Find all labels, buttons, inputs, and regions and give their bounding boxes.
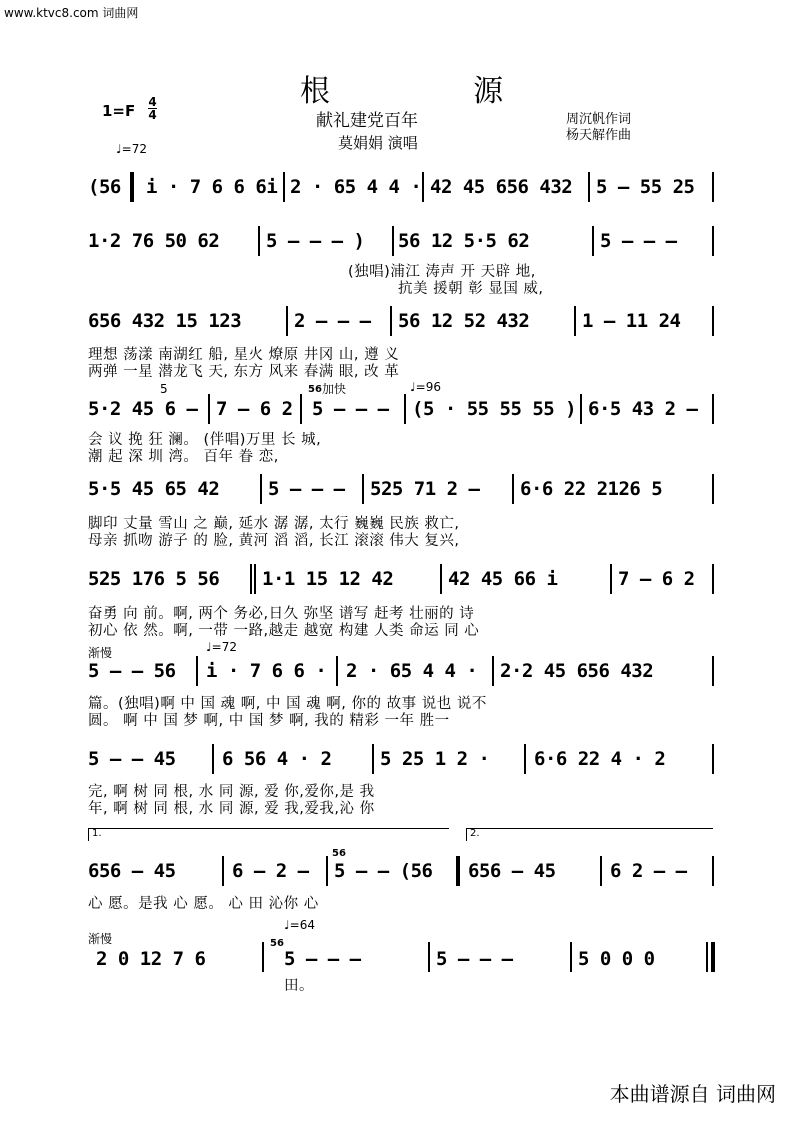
barline	[260, 474, 262, 504]
measure: 2 · 65 4 4 ·	[346, 660, 478, 682]
measure: 1·2 76 50 62	[88, 230, 220, 252]
singer: 莫娟娟 演唱	[338, 134, 418, 152]
measure: 6·6 22 2126 5	[520, 478, 663, 500]
barline	[574, 306, 576, 336]
measure: 2·2 45 656 432	[500, 660, 654, 682]
repeat-barline	[456, 856, 460, 886]
barline	[570, 942, 572, 972]
measure: 656 – 45	[468, 860, 556, 882]
barline	[712, 856, 714, 886]
barline	[283, 172, 285, 202]
lyric-line-1: 心 愿。是我 心 愿。 心 田 沁你 心	[88, 896, 319, 912]
final-barline-thin	[706, 942, 708, 972]
barline	[712, 656, 714, 686]
barline	[254, 564, 256, 594]
measure: 656 432 15 123	[88, 310, 242, 332]
measure: 56 12 52 432	[398, 310, 530, 332]
barline	[196, 656, 198, 686]
measure: 525 71 2 –	[370, 478, 480, 500]
title-char-1: 根	[300, 74, 334, 109]
slide-mark: 56	[332, 848, 346, 859]
measure: 525 176 5 56	[88, 568, 220, 590]
lyric-line-1: 篇。(独唱)啊 中 国 魂 啊, 中 国 魂 啊, 你的 故事 说也 说不	[88, 696, 487, 712]
lyric-line-1: 理想 荡漾 南湖红 船, 星火 燎原 井冈 山, 遵 义	[88, 347, 400, 363]
barline	[712, 226, 714, 256]
measure: 42 45 656 432	[430, 176, 573, 198]
lyric-line-2: 抗美 援朝 彰 显国 威,	[398, 281, 544, 297]
slow-mark: 渐慢	[88, 646, 113, 660]
measure: 5 – – 56	[88, 660, 176, 682]
barline	[712, 306, 714, 336]
barline	[712, 564, 714, 594]
first-ending-bracket	[88, 828, 449, 841]
lyric-line-1: 会 议 挽 狂 澜。 (伴唱)万里 长 城,	[88, 432, 322, 448]
measure: 2 – – –	[294, 310, 371, 332]
barline	[392, 226, 394, 256]
measure: 5·5 45 65 42	[88, 478, 220, 500]
lyric-line-1: 奋勇 向 前。啊, 两个 务必,日久 弥坚 谱写 赶考 壮丽的 诗	[88, 606, 475, 622]
measure: 6 56 4 · 2	[222, 748, 332, 770]
barline	[212, 744, 214, 774]
barline	[250, 564, 252, 594]
measure: i · 7 6 6 ·	[206, 660, 327, 682]
measure: 5 – – 45	[88, 748, 176, 770]
measure: 2 0 12 7 6	[96, 948, 206, 970]
barline	[712, 172, 714, 202]
grace-note: 5	[160, 382, 168, 396]
lyric-line-2: 两弹 一星 潜龙飞 天, 东方 风来 春满 眼, 改 革	[88, 364, 400, 380]
measure: 7 – 6 2	[216, 398, 293, 420]
barline	[712, 474, 714, 504]
measure: (5 · 55 55 55 )	[412, 398, 577, 420]
barline	[524, 744, 526, 774]
second-ending-bracket	[466, 828, 713, 841]
final-barline-thick	[711, 942, 715, 972]
measure: 6 – 2 –	[232, 860, 309, 882]
measure: 5·2 45 6 –	[88, 398, 198, 420]
slow-mark: 渐慢	[88, 932, 113, 946]
composer-credit: 杨天解作曲	[566, 128, 632, 143]
measure: 5 – – (56	[334, 860, 433, 882]
barline	[336, 656, 338, 686]
measure: 56 12 5·5 62	[398, 230, 530, 252]
first-ending-label: 1.	[92, 828, 102, 839]
measure: 6 2 – –	[610, 860, 687, 882]
measure: 5 – – –	[436, 948, 513, 970]
tempo-marking: ♩=96	[410, 380, 441, 394]
measure: 5 25 1 2 ·	[380, 748, 490, 770]
title-char-2: 源	[473, 74, 508, 109]
lyric-line-2: 圆。 啊 中 国 梦 啊, 中 国 梦 啊, 我的 精彩 一年 胜一	[88, 713, 450, 729]
barline	[326, 856, 328, 886]
meter-top: 4	[148, 95, 157, 109]
measure: 5 – – –	[284, 948, 361, 970]
measure: 5 – – –	[312, 398, 389, 420]
measure: 42 45 66 i	[448, 568, 558, 590]
measure: 5 – – – )	[266, 230, 365, 252]
barline	[208, 394, 210, 424]
measure: 656 – 45	[88, 860, 176, 882]
lyric-line-1: (独唱)浦江 涛声 开 天辟 地,	[348, 264, 536, 280]
barline	[422, 172, 424, 202]
barline	[712, 744, 714, 774]
barline	[588, 172, 590, 202]
site-watermark: www.ktvc8.com 词曲网	[4, 6, 139, 20]
lyric-line-1: 田。	[284, 978, 314, 994]
lyric-line-1: 完, 啊 树 同 根, 水 同 源, 爱 你,爱你,是 我	[88, 784, 375, 800]
subtitle: 献礼建党百年	[316, 111, 418, 131]
measure: i · 7 6 6 6i	[146, 176, 278, 198]
measure: 7 – 6 2	[618, 568, 695, 590]
meter-bottom: 4	[148, 108, 157, 122]
measure: 2 · 65 4 4 ·	[290, 176, 422, 198]
measure: 6·6 22 4 · 2	[534, 748, 666, 770]
barline	[712, 394, 714, 424]
lyric-line-1: 脚印 丈量 雪山 之 巅, 延水 潺 潺, 太行 巍巍 民族 救亡,	[88, 516, 460, 532]
barline	[258, 226, 260, 256]
measure: 6·5 43 2 –	[588, 398, 698, 420]
faster-mark: 加快	[322, 382, 347, 396]
key-signature: 1=F	[102, 102, 136, 120]
time-signature	[148, 96, 157, 121]
barline	[222, 856, 224, 886]
barline	[262, 942, 264, 972]
barline	[592, 226, 594, 256]
barline	[580, 394, 582, 424]
barline	[610, 564, 612, 594]
measure: 5 0 0 0	[578, 948, 655, 970]
barline	[300, 394, 302, 424]
slide-mark: 56	[308, 384, 322, 395]
barline	[390, 306, 392, 336]
measure: 1 – 11 24	[582, 310, 681, 332]
tempo-marking: ♩=64	[284, 918, 315, 932]
lyric-line-2: 年, 啊 树 同 根, 水 同 源, 爱 我,爱我,沁 你	[88, 801, 375, 817]
lyric-line-2: 潮 起 深 圳 湾。 百年 眷 恋,	[88, 449, 279, 465]
repeat-barline	[130, 172, 134, 202]
slide-mark: 56	[270, 938, 284, 949]
barline	[492, 656, 494, 686]
tempo-marking: ♩=72	[116, 142, 147, 156]
measure: 5 – – –	[600, 230, 677, 252]
barline	[512, 474, 514, 504]
second-ending-label: 2.	[470, 828, 480, 839]
lyricist-credit: 周沉帆作词	[566, 112, 632, 127]
barline	[372, 744, 374, 774]
measure: 5 – – –	[268, 478, 345, 500]
barline	[286, 306, 288, 336]
tempo-marking: ♩=72	[206, 640, 237, 654]
barline	[362, 474, 364, 504]
lyric-line-2: 母亲 抓吻 游子 的 脸, 黄河 滔 滔, 长江 滚滚 伟大 复兴,	[88, 533, 460, 549]
barline	[600, 856, 602, 886]
barline	[404, 394, 406, 424]
measure: (56	[88, 176, 121, 198]
source-footer: 本曲谱源自 词曲网	[609, 1082, 776, 1106]
measure: 1·1 15 12 42	[262, 568, 394, 590]
lyric-line-2: 初心 依 然。啊, 一带 一路,越走 越宽 构建 人类 命运 同 心	[88, 623, 480, 639]
song-title	[300, 66, 507, 110]
barline	[428, 942, 430, 972]
barline	[440, 564, 442, 594]
measure: 5 – 55 25	[596, 176, 695, 198]
